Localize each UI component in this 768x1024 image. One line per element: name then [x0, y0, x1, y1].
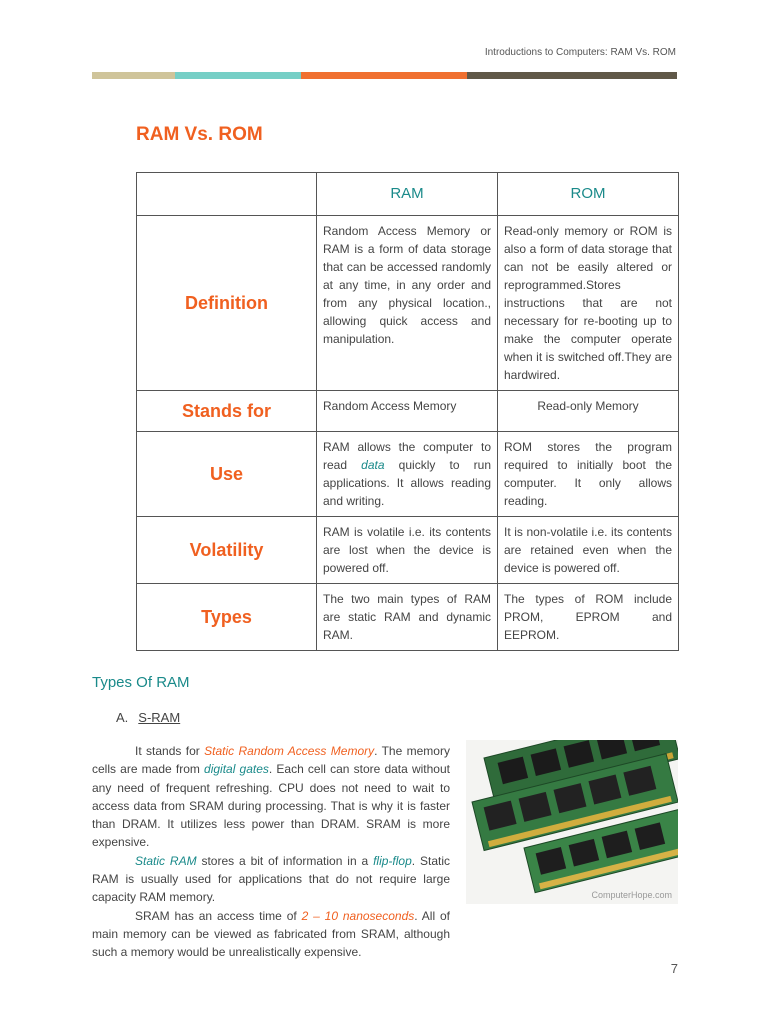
image-watermark: ComputerHope.com: [591, 890, 672, 900]
text: It stands for: [135, 744, 205, 758]
paragraph: [92, 907, 450, 962]
ram-volatility-cell: RAM is volatile i.e. its contents are lost when the device is powered off.: [317, 517, 498, 584]
page-title: RAM Vs. ROM: [136, 124, 263, 145]
table-row: [137, 432, 679, 517]
color-bar-segment: [301, 72, 467, 79]
table-corner-cell: [137, 173, 317, 216]
table-row: [137, 216, 679, 391]
header-color-bar: [92, 72, 677, 79]
sram-body-text: [92, 742, 450, 962]
data-link[interactable]: data: [361, 458, 385, 472]
comparison-table: [136, 172, 679, 651]
page-number: 7: [670, 961, 678, 976]
rom-stands-for-cell: Read-only Memory: [498, 391, 679, 432]
color-bar-segment: [467, 72, 677, 79]
subsection-heading: [116, 710, 180, 725]
ram-definition-cell: Random Access Memory or RAM is a form of data storage that can be accessed randomly at any time, in any order and from any physical location., allowing quick access and manipulation.: [317, 216, 498, 391]
access-time-link[interactable]: 2 – 10 nanoseconds: [301, 908, 415, 923]
digital-gates-link[interactable]: digital gates: [204, 762, 269, 777]
text: stores a bit of information in a: [196, 853, 374, 868]
ram-use-text: RAM allows the computer to read: [323, 440, 491, 472]
rom-types-cell: The types of ROM include PROM, EPROM and EEPROM.: [498, 584, 679, 651]
ram-modules-image: [466, 740, 678, 904]
paragraph: [92, 852, 450, 907]
static-ram-link-2[interactable]: Static RAM: [135, 853, 197, 868]
table-row: [137, 584, 679, 651]
table-row: [137, 391, 679, 432]
table-row: [137, 517, 679, 584]
color-bar-segment: [92, 72, 175, 79]
row-label-stands-for: Stands for: [137, 391, 317, 432]
text: . The memory cells are made from: [92, 744, 450, 777]
row-label-volatility: Volatility: [137, 517, 317, 584]
row-label-types: Types: [137, 584, 317, 651]
ram-types-cell: The two main types of RAM are static RAM and dynamic RAM.: [317, 584, 498, 651]
row-label-use: Use: [137, 432, 317, 517]
running-header: Introductions to Computers: RAM Vs. ROM: [484, 47, 676, 58]
rom-definition-cell: Read-only memory or ROM is also a form of data storage that can not be easily altered or reprogrammed.Stores instructions that are not necessary for re-booting up to make the computer operate when it is switched off.They are hardwired.: [498, 216, 679, 391]
text: . Each cell can store data without any need of frequent refreshing. CPU does not need to wait to access data from SRAM during processing. That is why it is faster than DRAM. It utilizes less power than DRAM. SRAM is more expensive.: [92, 762, 450, 850]
rom-use-cell: ROM stores the program required to initially boot the computer. It only allows reading.: [498, 432, 679, 517]
column-header-rom: ROM: [498, 173, 679, 216]
flip-flop-link[interactable]: flip-flop: [373, 853, 412, 868]
row-label-definition: Definition: [137, 216, 317, 391]
ram-use-cell: [317, 432, 498, 517]
text: SRAM has an access time of: [135, 908, 302, 923]
section-title: Types Of RAM: [92, 674, 190, 691]
subsection-number: A.: [116, 710, 129, 725]
text: . Static RAM is usually used for applications that do not require large capacity RAM memory.: [92, 853, 450, 905]
ram-stands-for-cell: Random Access Memory: [317, 391, 498, 432]
ram-modules-illustration: [466, 740, 678, 904]
rom-volatility-cell: It is non-volatile i.e. its contents are retained even when the device is powered off.: [498, 517, 679, 584]
column-header-ram: RAM: [317, 173, 498, 216]
color-bar-segment: [175, 72, 301, 79]
text: . All of main memory can be viewed as fabricated from SRAM, although such a memory would be unrealistically expensive.: [92, 908, 451, 960]
subsection-label: S-RAM: [138, 710, 181, 725]
static-ram-link[interactable]: Static Random Access Memory: [204, 744, 375, 758]
ram-use-text-rest: quickly to run applications. It allows reading and writing.: [323, 458, 491, 508]
paragraph: [92, 742, 450, 852]
table-header-row: [137, 173, 679, 216]
